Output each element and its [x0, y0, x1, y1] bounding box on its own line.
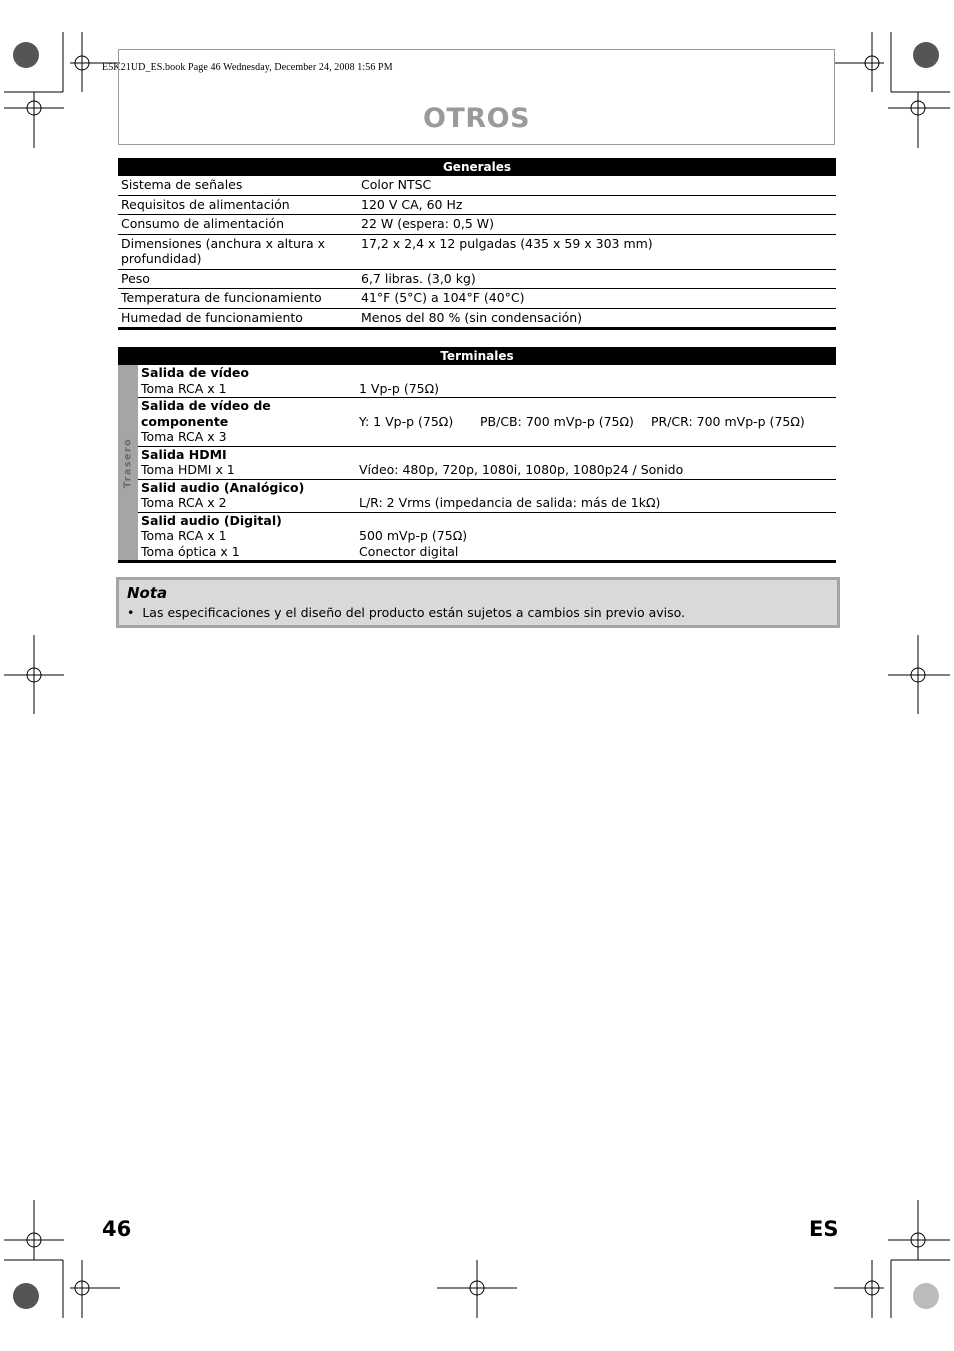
terminales-table: [118, 347, 836, 563]
table-row: [118, 446, 836, 479]
spec-label: Humedad de funcionamiento: [118, 308, 358, 329]
table-row: [118, 398, 836, 447]
term-value: Conector digital: [359, 543, 459, 559]
generales-table: [118, 158, 836, 330]
term-value-cell: [356, 479, 836, 512]
spec-label: Temperatura de funcionamiento: [118, 289, 358, 309]
spec-label: Sistema de señales: [118, 176, 358, 195]
term-value: Vídeo: 480p, 720p, 1080i, 1080p, 1080p24 / Sonido: [359, 462, 684, 477]
spec-label: Dimensiones (anchura x altura x profundidad): [118, 234, 358, 269]
terminales-heading: Terminales: [118, 347, 836, 365]
generales-heading: Generales: [118, 158, 836, 176]
spec-label: Peso: [118, 269, 358, 289]
term-label: Toma HDMI x 1: [141, 462, 235, 477]
spec-value: 6,7 libras. (3,0 kg): [358, 269, 836, 289]
term-value: PR/CR: 700 mVp-p (75Ω): [651, 413, 805, 429]
side-panel: [118, 365, 138, 562]
term-value: 500 mVp-p (75Ω): [359, 528, 468, 543]
spec-value: 17,2 x 2,4 x 12 pulgadas (435 x 59 x 303 mm): [358, 234, 836, 269]
group-title: Salida de vídeo de componente: [141, 398, 271, 429]
table-row: [118, 479, 836, 512]
table-row: [118, 512, 836, 562]
term-value: Y: 1 Vp-p (75Ω): [359, 413, 454, 429]
group-title: Salid audio (Analógico): [141, 479, 305, 495]
term-label-cell: [138, 365, 356, 398]
table-row: [118, 195, 836, 215]
table-row: [118, 365, 836, 398]
print-header: E5K21UD_ES.book Page 46 Wednesday, December 24, 2008 1:56 PM: [102, 62, 393, 73]
note-title: Nota: [127, 584, 168, 602]
group-title: Salida de vídeo: [141, 365, 249, 380]
table-row: [118, 269, 836, 289]
term-value: L/R: 2 Vrms (impedancia de salida: más de 1kΩ): [359, 495, 661, 510]
spec-label: Requisitos de alimentación: [118, 195, 358, 215]
spec-value: 120 V CA, 60 Hz: [358, 195, 836, 215]
term-label: Toma RCA x 1: [141, 380, 227, 396]
spec-value: 22 W (espera: 0,5 W): [358, 215, 836, 235]
term-label-cell: [138, 398, 356, 447]
term-label: Toma RCA x 3: [141, 429, 227, 444]
table-row: [118, 289, 836, 309]
page-number: 46: [102, 1217, 132, 1241]
language-code: ES: [809, 1217, 839, 1241]
spec-value: 41°F (5°C) a 104°F (40°C): [358, 289, 836, 309]
table-row: [118, 215, 836, 235]
term-label-cell: [138, 446, 356, 479]
spec-value: Menos del 80 % (sin condensación): [358, 308, 836, 329]
term-value: 1 Vp-p (75Ω): [359, 380, 440, 396]
note-bullet: •: [127, 605, 135, 620]
term-value-cell: [356, 398, 836, 447]
group-title: Salid audio (Digital): [141, 512, 282, 528]
term-value-cell: [356, 365, 836, 398]
term-label: Toma RCA x 1: [141, 528, 227, 543]
term-label: Toma óptica x 1: [141, 543, 240, 559]
table-row: [118, 308, 836, 329]
term-value-cell: [356, 446, 836, 479]
term-label-cell: [138, 512, 356, 562]
table-row: [118, 234, 836, 269]
page-title: OTROS: [422, 103, 531, 134]
group-title: Salida HDMI: [141, 446, 227, 462]
term-label: Toma RCA x 2: [141, 495, 227, 510]
note-text: [127, 605, 685, 620]
note-body: Las especificaciones y el diseño del producto están sujetos a cambios sin previo aviso.: [142, 605, 686, 620]
term-value: PB/CB: 700 mVp-p (75Ω): [480, 413, 634, 429]
table-row: [118, 176, 836, 195]
spec-value: Color NTSC: [358, 176, 836, 195]
term-value-cell: [356, 512, 836, 562]
side-label: Trasero: [122, 437, 134, 488]
note-box: [116, 577, 840, 628]
spec-label: Consumo de alimentación: [118, 215, 358, 235]
term-label-cell: [138, 479, 356, 512]
